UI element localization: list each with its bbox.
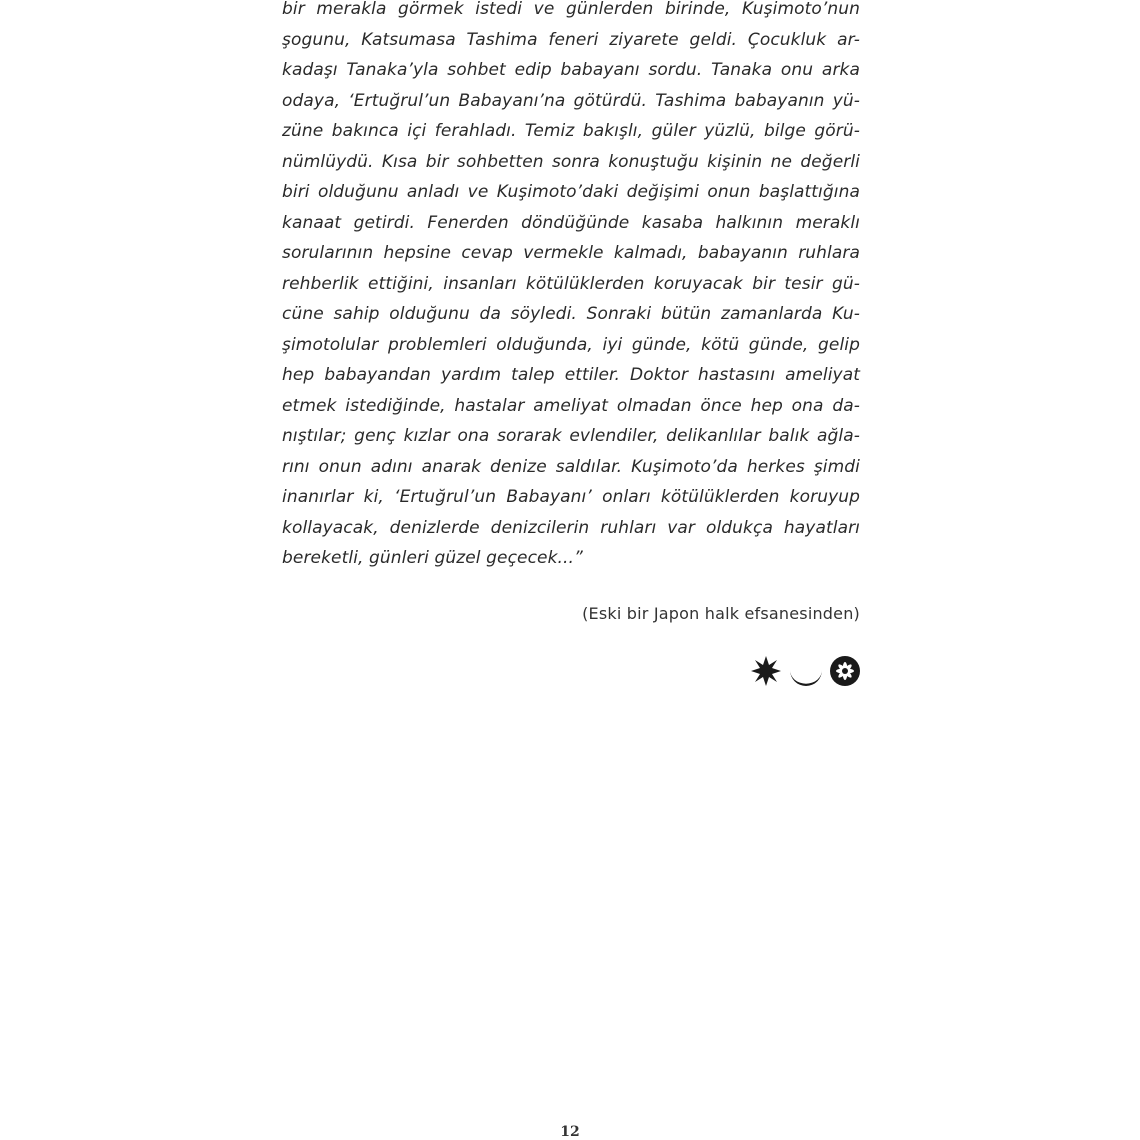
text-line: bir merakla görmek istedi ve günlerden birinde, Kuşimoto’nun xyxy=(282,0,860,19)
rosette-icon xyxy=(830,656,860,686)
crescent-icon xyxy=(790,670,822,686)
text-line: biri olduğunu anladı ve Kuşimoto’daki değişimi onun başlattığına xyxy=(282,182,860,202)
attribution: (Eski bir Japon halk efsanesinden) xyxy=(582,604,860,623)
text-line: inanırlar ki, ‘Ertuğrul’un Babayanı’ onları kötülüklerden koruyup xyxy=(282,487,860,507)
text-line: kollayacak, denizlerde denizcilerin ruhları var oldukça hayatları xyxy=(282,517,860,538)
text-line: züne bakınca içi ferahladı. Temiz bakışlı, güler yüzlü, bilge görü- xyxy=(282,121,860,141)
text-line: cüne sahip olduğunu da söyledi. Sonraki bütün zamanlarda Ku- xyxy=(282,304,860,324)
text-line: sorularının hepsine cevap vermekle kalmadı, babayanın ruhlara xyxy=(282,243,860,263)
text-line: kanaat getirdi. Fenerden döndüğünde kasaba halkının meraklı xyxy=(282,212,860,233)
star-icon xyxy=(751,656,781,686)
story-text xyxy=(282,0,860,574)
ornament xyxy=(750,654,862,688)
text-line: nıştılar; genç kızlar ona sorarak evlendiler, delikanlılar balık ağla- xyxy=(282,426,860,446)
text-line: etmek istediğinde, hastalar ameliyat olmadan önce hep ona da- xyxy=(282,395,860,416)
text-line: şimotolular problemleri olduğunda, iyi günde, kötü günde, gelip xyxy=(282,334,860,355)
text-line: hep babayandan yardım talep ettiler. Doktor hastasını ameliyat xyxy=(282,365,860,385)
text-line: odaya, ‘Ertuğrul’un Babayanı’na götürdü. Tashima babayanın yü- xyxy=(282,90,860,111)
text-line: kadaşı Tanaka’yla sohbet edip babayanı sordu. Tanaka onu arka xyxy=(282,60,860,80)
text-line-last: bereketli, günleri güzel geçecek...” xyxy=(282,548,583,568)
text-line: şogunu, Katsumasa Tashima feneri ziyarete geldi. Çocukluk ar- xyxy=(282,29,860,50)
text-line: nümlüydü. Kısa bir sohbetten sonra konuştuğu kişinin ne değerli xyxy=(282,151,860,172)
text-line: rehberlik ettiğini, insanları kötülüklerden koruyacak bir tesir gü- xyxy=(282,273,860,294)
text-line: rını onun adını anarak denize saldılar. Kuşimoto’da herkes şimdi xyxy=(282,456,860,477)
page-number: 12 xyxy=(560,1124,580,1140)
